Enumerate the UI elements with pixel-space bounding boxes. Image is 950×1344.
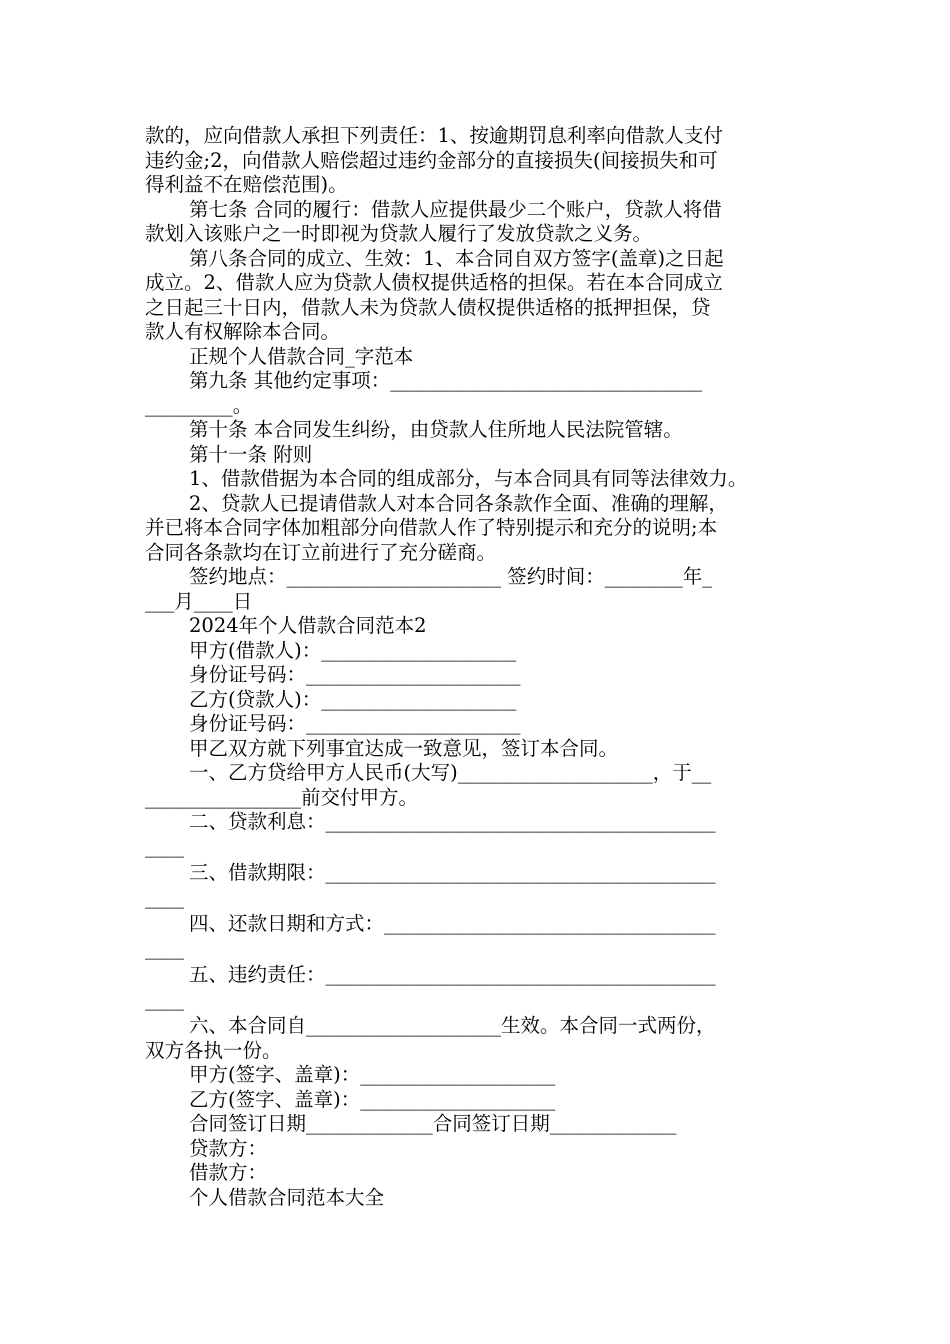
text-line: 款的，应向借款人承担下列责任：1、按逾期罚息利率向借款人支付	[145, 124, 723, 147]
text-line: _________。	[145, 393, 253, 417]
text-line: 双方各执一份。	[145, 1038, 282, 1062]
text-line: 合同签订日期_____________合同签订日期_____________	[189, 1112, 677, 1135]
text-line: 款划入该账户之一时即视为贷款人履行了发放贷款之义务。	[145, 222, 653, 245]
text-line: ____	[145, 834, 184, 858]
text-line: 第七条 合同的履行：借款人应提供最少二个账户，贷款人将借	[189, 197, 722, 221]
text-line: 身份证号码：______________________	[189, 663, 521, 686]
text-line: 2、贷款人已提请借款人对本合同各条款作全面、准确的理解，	[189, 491, 728, 515]
text-line: 第九条 其他约定事项：________________________________	[189, 369, 703, 392]
text-line: ___月____日	[145, 589, 253, 613]
text-line: 第八条合同的成立、生效：1、本合同自双方签字(盖章)之日起	[189, 246, 724, 270]
text-line: 三、借款期限：________________________________________	[189, 861, 716, 884]
text-line: 四、还款日期和方式：__________________________________	[189, 912, 716, 935]
text-line: 之日起三十日内，借款人未为贷款人债权提供适格的抵押担保，贷	[145, 295, 711, 319]
text-line: 款人有权解除本合同。	[145, 320, 341, 343]
text-line: 甲方(借款人)：____________________	[189, 638, 517, 662]
text-line: ____	[145, 987, 184, 1011]
text-line: ________________前交付甲方。	[145, 785, 419, 809]
section-title: 2024年个人借款合同范本2	[189, 614, 427, 637]
text-line: 二、贷款利息：________________________________________	[189, 810, 716, 833]
text-line: 一、乙方贷给甲方人民币(大写)____________________，于__	[189, 761, 712, 784]
document-body	[145, 124, 810, 1210]
text-line: 违约金;2，向借款人赔偿超过违约金部分的直接损失(间接损失和可	[145, 148, 718, 172]
text-line: 甲方(签字、盖章)：____________________	[189, 1063, 556, 1086]
text-line: 六、本合同自____________________生效。本合同一式两份，	[189, 1014, 716, 1037]
text-line: 签约地点：______________________ 签约时间：________年_	[189, 565, 712, 588]
section-title: 个人借款合同范本大全	[189, 1185, 385, 1209]
text-line: 得利益不在赔偿范围)。	[145, 173, 348, 196]
text-line: 乙方(贷款人)：____________________	[189, 687, 517, 711]
text-line: 五、违约责任：________________________________________	[189, 963, 716, 986]
text-line: ____	[145, 936, 184, 960]
text-line: 第十条 本合同发生纠纷，由贷款人住所地人民法院管辖。	[189, 418, 683, 441]
text-line: ____	[145, 885, 184, 909]
text-line: 贷款方：	[189, 1136, 268, 1160]
text-line: 甲乙双方就下列事宜达成一致意见，签订本合同。	[189, 736, 619, 760]
text-line: 乙方(签字、盖章)：____________________	[189, 1087, 556, 1111]
text-line: 身份证号码：______________________	[189, 712, 521, 735]
text-line: 成立。2、借款人应为贷款人债权提供适格的担保。若在本合同成立	[145, 271, 723, 294]
text-line: 并已将本合同字体加粗部分向借款人作了特别提示和充分的说明;本	[145, 516, 718, 539]
text-line: 正规个人借款合同_字范本	[189, 344, 414, 368]
text-line: 1、借款借据为本合同的组成部分，与本合同具有同等法律效力。	[189, 467, 748, 490]
text-line: 借款方：	[189, 1161, 268, 1184]
text-line: 第十一条 附则	[189, 442, 313, 466]
text-line: 合同各条款均在订立前进行了充分磋商。	[145, 540, 497, 564]
